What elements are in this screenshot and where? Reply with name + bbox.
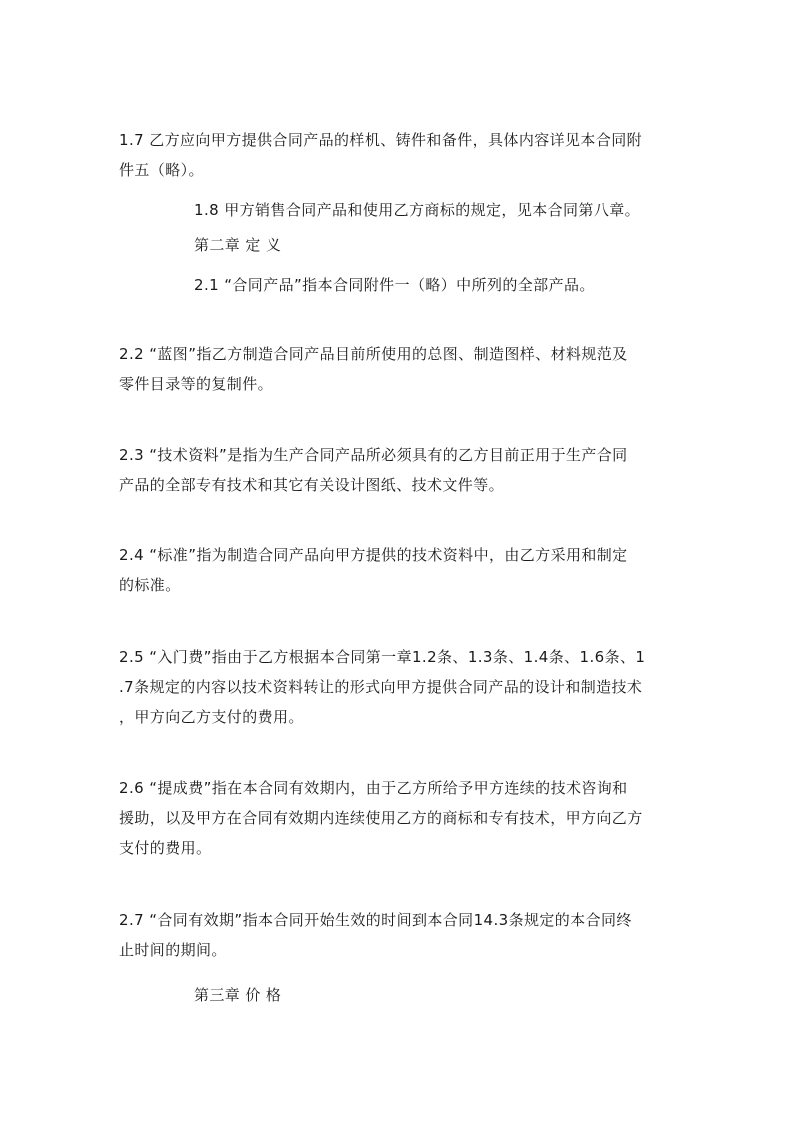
clause-2-5 xyxy=(119,642,645,732)
chapter-3-heading xyxy=(194,980,281,1010)
clause-line: 支付的费用。 xyxy=(119,839,212,857)
clause-2-6 xyxy=(119,773,643,863)
clause-2-1 xyxy=(194,270,595,300)
clause-line: .7条规定的内容以技术资料转让的形式向甲方提供合同产品的设计和制造技术 xyxy=(119,678,643,696)
clause-line: 2.7 “合同有效期”指本合同开始生效的时间到本合同14.3条规定的本合同终 xyxy=(119,911,632,929)
clause-2-3 xyxy=(119,440,628,500)
clause-line: 1.7 乙方应向甲方提供合同产品的样机、铸件和备件，具体内容详见本合同附 xyxy=(119,131,643,149)
clause-2-4 xyxy=(119,540,628,600)
clause-2-7 xyxy=(119,905,632,965)
chapter-heading: 第二章 定 义 xyxy=(194,236,282,254)
clause-line: 2.6 “提成费”指在本合同有效期内，由于乙方所给予甲方连续的技术咨询和 xyxy=(119,779,628,797)
clause-line: 的标准。 xyxy=(119,576,181,594)
clause-line: ，甲方向乙方支付的费用。 xyxy=(119,708,304,726)
clause-2-2 xyxy=(119,339,628,399)
clause-1-8 xyxy=(194,195,640,225)
clause-line: 止时间的期间。 xyxy=(119,941,227,959)
clause-line: 2.3 “技术资料”是指为生产合同产品所必须具有的乙方目前正用于生产合同 xyxy=(119,446,628,464)
chapter-heading: 第三章 价 格 xyxy=(194,986,282,1004)
clause-line: 2.2 “蓝图”指乙方制造合同产品目前所使用的总图、制造图样、材料规范及 xyxy=(119,345,628,363)
clause-line: 2.1 “合同产品”指本合同附件一（略）中所列的全部产品。 xyxy=(194,276,595,294)
clause-line: 2.5 “入门费”指由于乙方根据本合同第一章1.2条、1.3条、1.4条、1.6条、1 xyxy=(119,648,646,666)
clause-line: 零件目录等的复制件。 xyxy=(119,375,274,393)
chapter-2-heading xyxy=(194,230,281,260)
clause-1-7 xyxy=(119,125,642,185)
clause-line: 1.8 甲方销售合同产品和使用乙方商标的规定，见本合同第八章。 xyxy=(194,201,641,219)
clause-line: 2.4 “标准”指为制造合同产品向甲方提供的技术资料中，由乙方采用和制定 xyxy=(119,546,628,564)
clause-line: 产品的全部专有技术和其它有关设计图纸、技术文件等。 xyxy=(119,476,505,494)
clause-line: 件五（略）。 xyxy=(119,161,204,179)
clause-line: 援助，以及甲方在合同有效期内连续使用乙方的商标和专有技术，甲方向乙方 xyxy=(119,809,643,827)
